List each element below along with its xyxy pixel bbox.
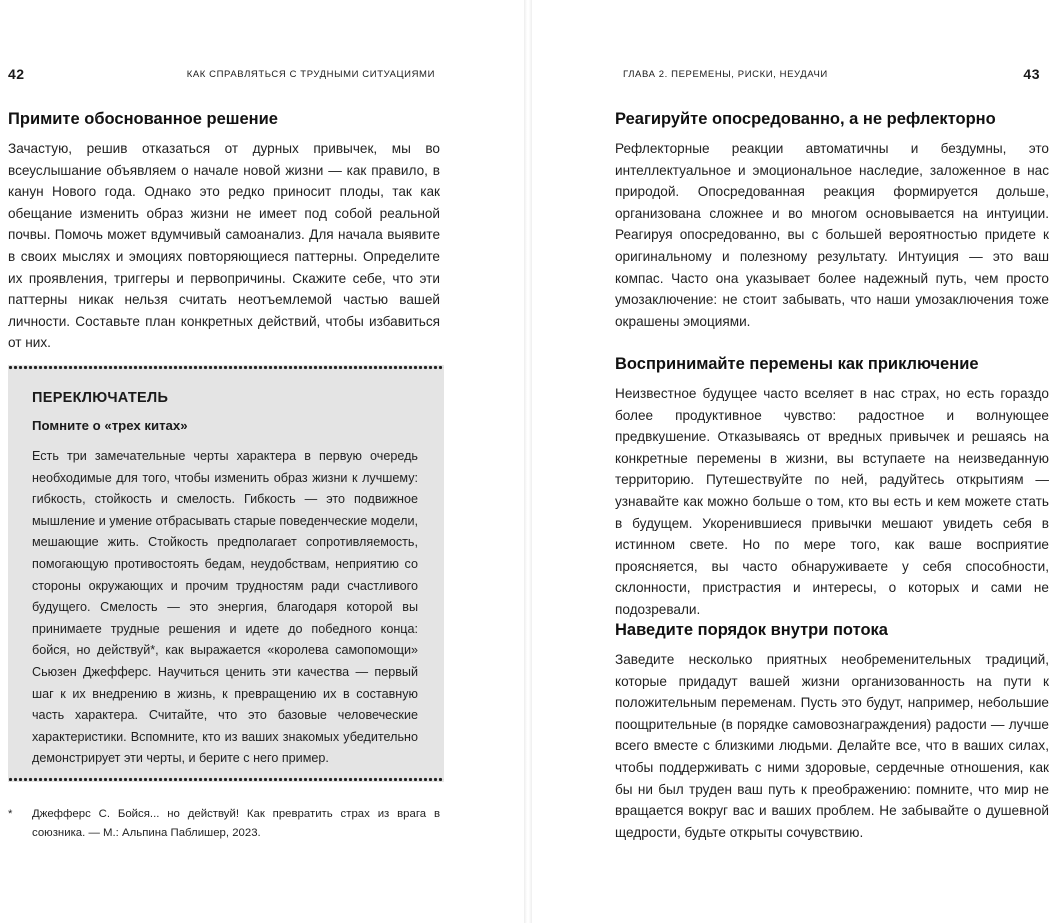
sidebar-title: ПЕРЕКЛЮЧАТЕЛЬ <box>32 390 169 406</box>
section-heading: Воспринимайте перемены как приключение <box>615 355 979 373</box>
section-heading: Реагируйте опосредованно, а не рефлекторно <box>615 110 996 128</box>
section-text: Зачастую, решив отказаться от дурных привычек, мы во всеуслышание объявляем о начале новой жизни — как правило, в канун Нового года. Однако это редко приносит плоды, так как обещание изменить образ жизни не имеет под собой реальной почвы. Помочь может вдумчивый самоанализ. Для начала выявите в своих мыслях и эмоциях повторяющиеся паттерны. Определите их проявления, триггеры и первопричины. Скажите себе, что эти паттерны никак нельзя считать неотъемлемой частью вашей личности. Составьте план конкретных действий, чтобы избавиться от них. <box>8 141 440 351</box>
section-heading: Примите обоснованное решение <box>8 110 278 128</box>
right-page <box>532 0 1056 923</box>
footnote-mark: * <box>8 808 13 820</box>
left-page <box>0 0 524 923</box>
section-informed-decision <box>8 108 440 354</box>
sidebar-subtitle: Помните о «трех китах» <box>32 418 188 433</box>
section-text: Заведите несколько приятных необременительных традиций, которые придадут вашей жизни организованность на пути к положительным переменам. Пусть это будут, например, небольшие поощрительные (в порядке самовознаграждения) радости — лучше всего вместе с близкими людьми. Делайте все, что в ваших силах, чтобы поддерживать с ними здоровые, сердечные отношения, как бы ни был труден ваш путь к преображению: помните, что мир не вращается вокруг вас и ваших проблем. Не забывайте о душевной щедрости, будьте открыты сочувствию. <box>615 652 1049 840</box>
switch-sidebar-box <box>8 365 444 782</box>
section-heading: Наведите порядок внутри потока <box>615 621 888 639</box>
section-text: Неизвестное будущее часто вселяет в нас страх, но есть гораздо более продуктивное чувство: радостное и волнующее предвкушение. Отказываясь от вредных привычек и решаясь на конкретные перемены в жизни, вы вступаете на неизведанную территорию. Путешествуйте по ней, радуйтесь открытиям — узнавайте как можно больше о том, кто вы есть и кем можете стать в будущем. Укоренившиеся привычки мешают увидеть себя в истинном свете. Но по мере того, как ваше восприятие проясняется, вы часто обнаруживаете у себя способности, склонности, пристрастия и интересы, о которых и сами не подозревали. <box>615 386 1049 617</box>
section-change-as-adventure <box>615 353 1049 621</box>
page-number: 43 <box>1023 66 1040 82</box>
section-text: Рефлекторные реакции автоматичны и бездумны, это интеллектуальное и эмоциональное наследие, заложенное в нас природой. Опосредованная реакция формируется дольше, организована сложнее и во многом основывается на интуиции. Реагируя опосредованно, вы с большей вероятностью придете к оригинальному и полезному результату. Интуиция — это ваш компас. Часто она указывает более надежный путь, чем просто умозаключение: не стоит забывать, что наши умозаключения тоже окрашены эмоциями. <box>615 141 1049 329</box>
left-page-header <box>8 66 516 86</box>
footnote <box>8 805 440 843</box>
section-order-in-flow <box>615 619 1049 843</box>
sidebar-text: Есть три замечательные черты характера в первую очередь необходимые для того, чтобы изменить образ жизни к лучшему: гибкость, стойкость и смелость. Гибкость — это подвижное мышление и умение отбрасывать старые поведенческие модели, мешающие жить. Стойкость предполагает сопротивляемость, помогающую противостоять бедам, неудобствам, неприятию со стороны окружающих и прочим трудностям ради счастливого будущего. Смелость — это энергия, благодаря которой вы принимаете трудные решения и идете до победного конца: бойся, но действуй*, как выражается «королева самопомощи» Сьюзен Джефферс. Научиться ценить эти качества — первый шаг к их внедрению в жизнь, к превращению их в составную часть характера. Считайте, что это базовые человеческие характеристики. Вспомните, кто из ваших знакомых убедительно демонстрирует эти черты, и берите с него пример. <box>32 449 418 766</box>
right-page-header <box>540 66 1048 86</box>
dotted-rule-top <box>8 365 444 370</box>
footnote-text: Джефферс С. Бойся... но действуй! Как превратить страх из врага в союзника. — М.: Альпина Паблишер, 2023. <box>32 808 440 839</box>
running-head: КАК СПРАВЛЯТЬСЯ С ТРУДНЫМИ СИТУАЦИЯМИ <box>186 69 435 80</box>
book-gutter <box>524 0 532 923</box>
dotted-rule-bottom <box>8 777 444 782</box>
running-head: ГЛАВА 2. ПЕРЕМЕНЫ, РИСКИ, НЕУДАЧИ <box>623 69 828 80</box>
page-number: 42 <box>8 66 25 82</box>
section-react-mediated <box>615 108 1049 332</box>
